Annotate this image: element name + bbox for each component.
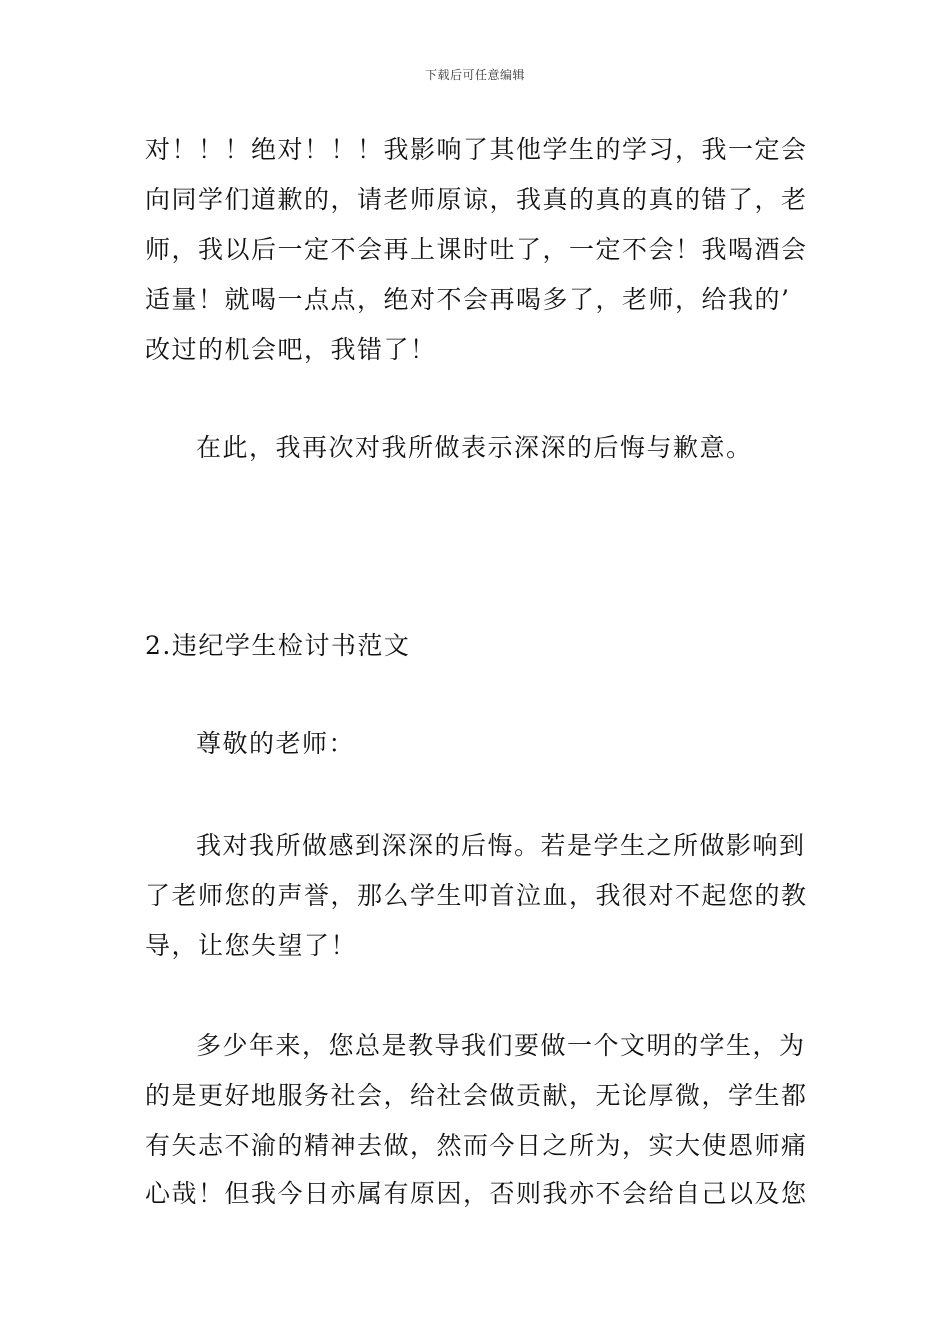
paragraph-line: 心哉！但我今日亦属有原因，否则我亦不会给自己以及您 — [145, 1179, 808, 1208]
section-title: 2.违纪学生检讨书范文 — [145, 631, 411, 660]
paragraph-line: 适量！就喝一点点，绝对不会再喝多了，老师，给我的’ — [145, 285, 791, 314]
paragraph-line: 多少年来，您总是教导我们要做一个文明的学生，为 — [196, 1031, 806, 1060]
paragraph-line: 了老师您的声誉，那么学生叩首泣血，我很对不起您的教 — [145, 881, 808, 910]
paragraph-line: 向同学们道歉的，请老师原谅，我真的真的真的错了，老 — [145, 185, 808, 214]
paragraph-line: 师，我以后一定不会再上课时吐了，一定不会！我喝酒会 — [145, 235, 808, 264]
page-header-note: 下载后可任意编辑 — [424, 68, 525, 82]
paragraph-line: 改过的机会吧，我错了！ — [145, 335, 437, 364]
paragraph-line: 对！！！绝对！！！我影响了其他学生的学习，我一定会 — [145, 135, 808, 164]
salutation: 尊敬的老师： — [196, 729, 356, 758]
paragraph-line: 的是更好地服务社会，给社会做贡献，无论厚微，学生都 — [145, 1081, 808, 1110]
paragraph-line: 有矢志不渝的精神去做，然而今日之所为，实大使恩师痛 — [145, 1131, 808, 1160]
paragraph-line: 在此，我再次对我所做表示深深的后悔与歉意。 — [196, 433, 753, 462]
paragraph-line: 导，让您失望了！ — [145, 931, 358, 960]
paragraph-line: 我对我所做感到深深的后悔。若是学生之所做影响到 — [196, 831, 806, 860]
